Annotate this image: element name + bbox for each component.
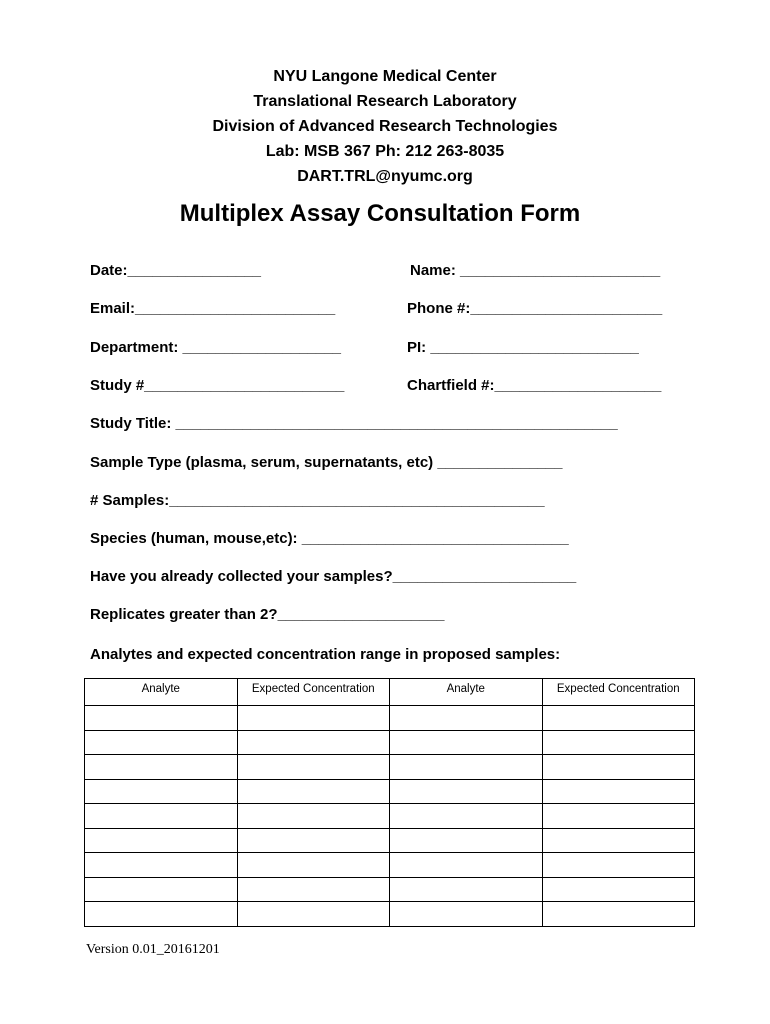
table-cell[interactable] — [237, 730, 390, 755]
table-row — [85, 877, 695, 902]
table-cell[interactable] — [390, 730, 543, 755]
species-field[interactable]: Species (human, mouse,etc): ________________________________ — [90, 530, 569, 547]
table-cell[interactable] — [85, 779, 238, 804]
analytes-intro-label: Analytes and expected concentration range in proposed samples: — [90, 646, 561, 663]
table-row — [85, 853, 695, 878]
phone-field[interactable]: Phone #:_______________________ — [407, 300, 663, 317]
table-cell[interactable] — [390, 804, 543, 829]
table-cell[interactable] — [237, 902, 390, 927]
table-cell[interactable] — [85, 877, 238, 902]
table-row — [85, 828, 695, 853]
table-cell[interactable] — [237, 706, 390, 731]
table-row — [85, 706, 695, 731]
table-cell[interactable] — [542, 902, 695, 927]
table-cell[interactable] — [85, 706, 238, 731]
analyte-header: Analyte — [390, 679, 543, 706]
study-number-field[interactable]: Study #________________________ — [90, 377, 345, 394]
table-cell[interactable] — [85, 804, 238, 829]
table-cell[interactable] — [237, 804, 390, 829]
department-field[interactable]: Department: ___________________ — [90, 339, 342, 356]
name-field[interactable]: Name: ________________________ — [410, 262, 661, 279]
table-cell[interactable] — [237, 853, 390, 878]
samples-collected-field[interactable]: Have you already collected your samples?______________________ — [90, 568, 577, 585]
table-cell[interactable] — [390, 828, 543, 853]
form-title: Multiplex Assay Consultation Form — [179, 200, 581, 227]
table-row — [85, 902, 695, 927]
pi-field[interactable]: PI: _________________________ — [407, 339, 639, 356]
analyte-header: Analyte — [85, 679, 238, 706]
table-cell[interactable] — [542, 755, 695, 780]
date-field[interactable]: Date:________________ — [90, 262, 261, 279]
table-header-row — [85, 679, 695, 706]
version-label: Version 0.01_20161201 — [86, 942, 220, 957]
email-field[interactable]: Email:________________________ — [90, 300, 336, 317]
study-title-field[interactable]: Study Title: _____________________________________________________ — [90, 415, 618, 432]
table-cell[interactable] — [85, 853, 238, 878]
table-cell[interactable] — [390, 706, 543, 731]
table-cell[interactable] — [237, 755, 390, 780]
table-cell[interactable] — [390, 902, 543, 927]
table-cell[interactable] — [237, 877, 390, 902]
sample-type-field[interactable]: Sample Type (plasma, serum, supernatants, etc) _______________ — [90, 454, 563, 471]
expected-concentration-header: Expected Concentration — [542, 679, 695, 706]
table-cell[interactable] — [542, 853, 695, 878]
chartfield-field[interactable]: Chartfield #:____________________ — [407, 377, 662, 394]
table-cell[interactable] — [390, 853, 543, 878]
header-line-division: Division of Advanced Research Technologies — [212, 118, 558, 135]
table-cell[interactable] — [542, 877, 695, 902]
table-cell[interactable] — [390, 779, 543, 804]
header-line-email: DART.TRL@nyumc.org — [297, 168, 473, 185]
table-row — [85, 779, 695, 804]
table-row — [85, 755, 695, 780]
samples-count-field[interactable]: # Samples:_____________________________________________ — [90, 492, 545, 509]
lab-header — [0, 64, 770, 189]
expected-concentration-header: Expected Concentration — [237, 679, 390, 706]
header-line-institution: NYU Langone Medical Center — [273, 68, 497, 85]
table-cell[interactable] — [390, 877, 543, 902]
table-cell[interactable] — [542, 828, 695, 853]
table-cell[interactable] — [85, 828, 238, 853]
table-row — [85, 804, 695, 829]
table-row — [85, 730, 695, 755]
table-cell[interactable] — [85, 755, 238, 780]
table-cell[interactable] — [542, 804, 695, 829]
table-cell[interactable] — [237, 828, 390, 853]
table-cell[interactable] — [542, 730, 695, 755]
table-cell[interactable] — [390, 755, 543, 780]
replicates-field[interactable]: Replicates greater than 2?____________________ — [90, 606, 445, 623]
header-line-lab-phone: Lab: MSB 367 Ph: 212 263-8035 — [265, 143, 505, 160]
table-cell[interactable] — [542, 706, 695, 731]
table-cell[interactable] — [542, 779, 695, 804]
header-line-laboratory: Translational Research Laboratory — [253, 93, 517, 110]
table-cell[interactable] — [85, 902, 238, 927]
analytes-table — [84, 678, 695, 927]
table-cell[interactable] — [85, 730, 238, 755]
table-cell[interactable] — [237, 779, 390, 804]
